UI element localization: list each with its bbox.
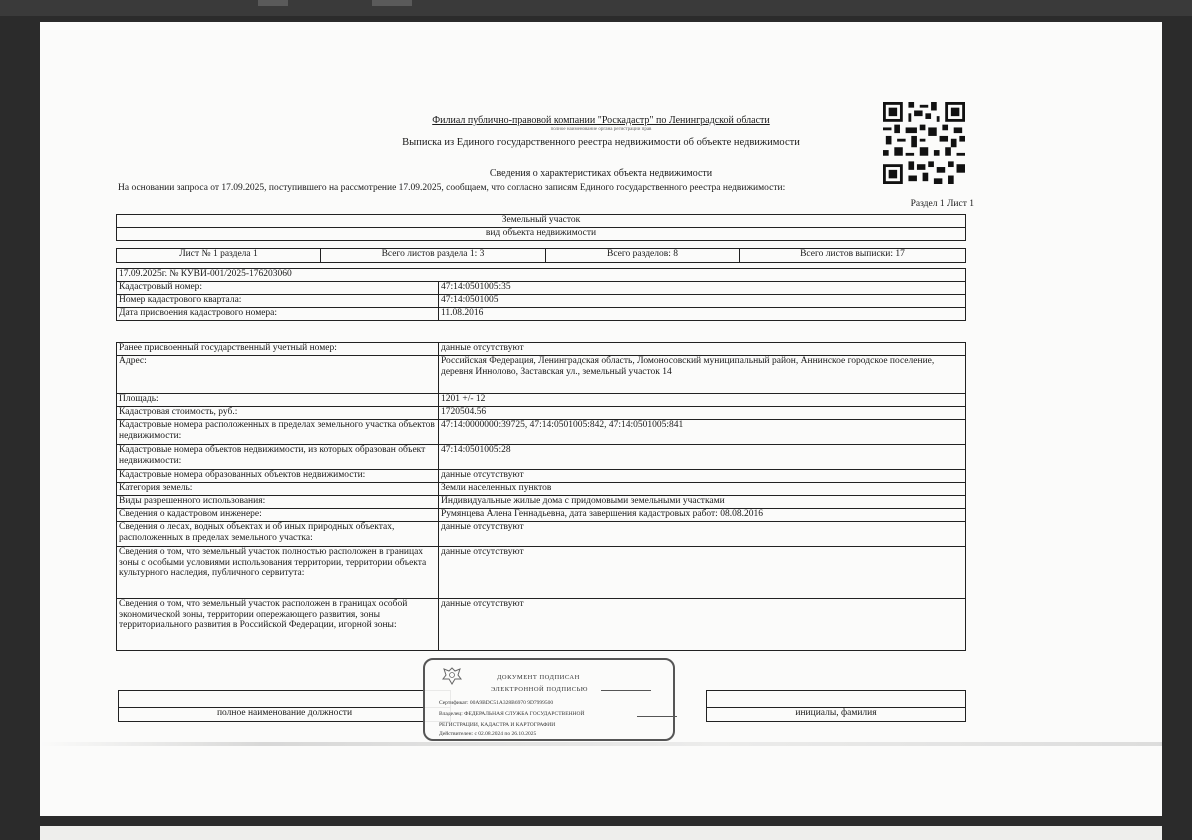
row-value: 11.08.2016 xyxy=(439,308,966,321)
sections-total: Всего разделов: 8 xyxy=(546,249,740,263)
table-row xyxy=(117,496,966,509)
row-value: данные отсутствуют xyxy=(439,522,966,547)
row-value: Земли населенных пунктов xyxy=(439,483,966,496)
table-row xyxy=(117,407,966,420)
row-label: Кадастровый номер: xyxy=(117,282,439,295)
stamp-certificate: Сертификат: 00A9BDC51A328B6970 9D7999500 xyxy=(439,700,554,706)
row-value: 1720504.56 xyxy=(439,407,966,420)
toolbar-control[interactable] xyxy=(258,0,288,6)
stamp-owner-2: РЕГИСТРАЦИИ, КАДАСТРА И КАРТОГРАФИИ xyxy=(439,722,556,728)
electronic-signature-stamp xyxy=(423,658,675,741)
row-value: 1201 +/- 12 xyxy=(439,394,966,407)
table-row xyxy=(117,394,966,407)
signer-position-caption: полное наименование должности xyxy=(119,708,451,722)
qr-code-icon xyxy=(883,102,965,184)
row-value: 47:14:0000000:39725, 47:14:0501005:842, 47:14:0501005:841 xyxy=(439,420,966,445)
table-row xyxy=(117,343,966,356)
row-value: Румянцева Алена Геннадьевна, дата завершения кадастровых работ: 08.08.2016 xyxy=(439,509,966,522)
stamp-title: ДОКУМЕНТ ПОДПИСАН xyxy=(497,674,580,681)
table-row xyxy=(117,282,966,295)
record-number: 17.09.2025г. № КУВИ-001/2025-176203060 xyxy=(117,269,966,282)
row-label: Сведения о лесах, водных объектах и об иных природных объектах, расположенных в пределах земельного участка: xyxy=(117,522,439,547)
sheet-info-table xyxy=(116,248,966,263)
table-row xyxy=(117,483,966,496)
stamp-validity: Действителен: с 02.08.2024 по 26.10.2025 xyxy=(439,731,537,737)
row-value: данные отсутствуют xyxy=(439,547,966,599)
row-value: Российская Федерация, Ленинградская область, Ломоносовский муниципальный район, Аннинское городское поселение, деревня Иннолово, Заставская ул., земельный участок 14 xyxy=(439,356,966,394)
request-basis: На основании запроса от 17.09.2025, поступившего на рассмотрение 17.09.2025, сообщаем, что согласно записям Единого государственного реестра недвижимости: xyxy=(118,183,786,193)
org-name-caption: полное наименование органа регистрации прав xyxy=(550,127,652,132)
row-label: Дата присвоения кадастрового номера: xyxy=(117,308,439,321)
object-type-table xyxy=(116,214,966,241)
row-value: Индивидуальные жилые дома с придомовыми земельными участками xyxy=(439,496,966,509)
stamp-owner: Владелец: ФЕДЕРАЛЬНАЯ СЛУЖБА ГОСУДАРСТВЕННОЙ xyxy=(439,711,585,717)
document-title: Выписка из Единого государственного реестра недвижимости об объекте недвижимости xyxy=(402,137,800,148)
row-label: Сведения о том, что земельный участок расположен в границах особой экономической зоны, территории опережающего развития, зоны территориального развития в Российской Федерации, игорной зоны: xyxy=(117,599,439,651)
row-value: 47:14:0501005 xyxy=(439,295,966,308)
sheets-total: Всего листов выписки: 17 xyxy=(740,249,966,263)
row-label: Кадастровые номера расположенных в пределах земельного участка объектов недвижимости: xyxy=(117,420,439,445)
table-row xyxy=(117,445,966,470)
row-label: Кадастровые номера объектов недвижимости, из которых образован объект недвижимости: xyxy=(117,445,439,470)
coat-of-arms-icon xyxy=(441,666,463,686)
stamp-title-2: ЭЛЕКТРОННОЙ ПОДПИСЬЮ xyxy=(491,686,588,693)
row-label: Адрес: xyxy=(117,356,439,394)
table-row xyxy=(117,599,966,651)
object-type-caption: вид объекта недвижимости xyxy=(117,228,966,241)
table-row xyxy=(117,509,966,522)
signer-name-caption: инициалы, фамилия xyxy=(707,708,966,722)
table-row xyxy=(117,522,966,547)
section-indicator: Раздел 1 Лист 1 xyxy=(910,199,974,209)
next-page-edge xyxy=(40,826,1162,840)
row-value: данные отсутствуют xyxy=(439,470,966,483)
org-name: Филиал публично-правовой компании "Роскадастр" по Ленинградской области xyxy=(432,115,770,126)
row-label: Сведения о кадастровом инженере: xyxy=(117,509,439,522)
table-row xyxy=(117,295,966,308)
details-table xyxy=(116,342,966,651)
sheet-number: Лист № 1 раздела 1 xyxy=(117,249,321,263)
row-label: Категория земель: xyxy=(117,483,439,496)
table-row xyxy=(117,356,966,394)
row-label: Кадастровые номера образованных объектов недвижимости: xyxy=(117,470,439,483)
row-value: данные отсутствуют xyxy=(439,599,966,651)
table-row xyxy=(117,420,966,445)
viewer-toolbar xyxy=(0,0,1192,16)
sheets-in-section: Всего листов раздела 1: 3 xyxy=(321,249,546,263)
scan-artifact xyxy=(40,742,1162,746)
table-row xyxy=(117,470,966,483)
row-value: данные отсутствуют xyxy=(439,343,966,356)
row-label: Виды разрешенного использования: xyxy=(117,496,439,509)
row-label: Номер кадастрового квартала: xyxy=(117,295,439,308)
table-row xyxy=(117,547,966,599)
identification-table xyxy=(116,268,966,321)
table-row xyxy=(117,308,966,321)
document-page xyxy=(40,22,1162,816)
object-type: Земельный участок xyxy=(117,215,966,228)
row-label: Ранее присвоенный государственный учетный номер: xyxy=(117,343,439,356)
row-label: Площадь: xyxy=(117,394,439,407)
row-value: 47:14:0501005:35 xyxy=(439,282,966,295)
row-label: Кадастровая стоимость, руб.: xyxy=(117,407,439,420)
document-subtitle: Сведения о характеристиках объекта недвижимости xyxy=(489,168,713,179)
toolbar-control[interactable] xyxy=(372,0,412,6)
row-label: Сведения о том, что земельный участок полностью расположен в границах зоны с особыми условиями использования территории, территории объекта культурного наследия, публичного сервитута: xyxy=(117,547,439,599)
row-value: 47:14:0501005:28 xyxy=(439,445,966,470)
